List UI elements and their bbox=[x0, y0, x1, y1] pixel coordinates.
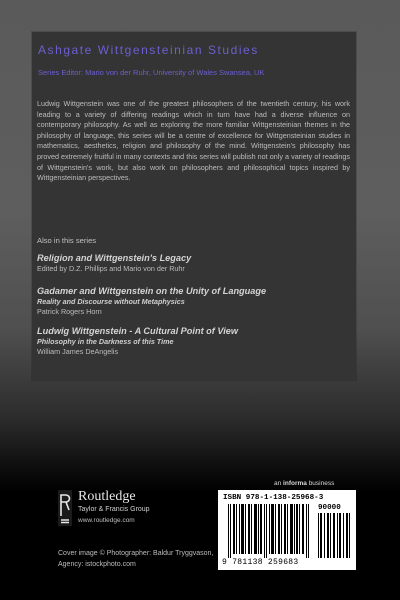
also-in-series-heading: Also in this series bbox=[37, 236, 97, 245]
publisher-group: Taylor & Francis Group bbox=[78, 506, 150, 513]
addon-barcode-bars bbox=[318, 513, 352, 558]
book-title: Religion and Wittgenstein's Legacy bbox=[37, 253, 192, 263]
book-authors: Edited by D.Z. Phillips and Mario von der Ruhr bbox=[37, 264, 185, 273]
informa-business-tag bbox=[274, 480, 334, 487]
series-description: Ludwig Wittgenstein was one of the greatest philosophers of the twentieth century, his work leading to a variety of differing readings which in turn have had a diverse influence on contemporary philosophy. As well as exploring the more familiar Wittgensteinian themes in the philosophy of language, this series will be a centre of excellence for Wittgensteinian studies in mathematics, aesthetics, religion and philosophy of the mind. Wittgenstein's philosophy has proved extremely fruitful in many contexts and this series will publish not only a variety of readings of Wittgenstein's work, but also work on philosophers and philosophical topics inspired by Wittgensteinian perspectives. bbox=[37, 99, 350, 183]
book-title: Gadamer and Wittgenstein on the Unity of Language bbox=[37, 286, 267, 296]
isbn-number: ISBN 978-1-138-25968-3 bbox=[223, 494, 324, 502]
book-entry bbox=[37, 325, 355, 357]
cover-credit-line: Agency: istockphoto.com bbox=[58, 561, 136, 568]
routledge-r-icon bbox=[58, 490, 72, 526]
series-editor: Series Editor: Mario von der Ruhr, University of Wales Swansea, UK bbox=[38, 68, 265, 77]
price-code: 90000 bbox=[318, 504, 341, 512]
book-title: Ludwig Wittgenstein - A Cultural Point of View bbox=[37, 326, 239, 336]
book-entry bbox=[37, 252, 355, 274]
book-subtitle: Philosophy in the Darkness of this Time bbox=[37, 337, 174, 346]
informa-suffix: business bbox=[306, 480, 335, 487]
book-entry bbox=[37, 285, 355, 317]
book-authors: William James DeAngelis bbox=[37, 347, 119, 356]
isbn-barcode bbox=[218, 490, 356, 570]
informa-prefix: an bbox=[274, 480, 284, 487]
barcode-digits: 9 781138 259683 bbox=[222, 558, 299, 567]
series-title: Ashgate Wittgensteinian Studies bbox=[38, 43, 259, 57]
informa-brand: informa bbox=[283, 480, 307, 487]
publisher-url: www.routledge.com bbox=[78, 517, 135, 524]
ean-barcode-bars bbox=[224, 504, 314, 558]
cover-credit bbox=[58, 548, 213, 570]
book-subtitle: Reality and Discourse without Metaphysics bbox=[37, 297, 185, 306]
book-authors: Patrick Rogers Horn bbox=[37, 307, 102, 316]
publisher-name: Routledge bbox=[78, 489, 136, 504]
publisher-logo bbox=[58, 489, 150, 530]
cover-credit-line: Cover image © Photographer: Baldur Tryggvason, bbox=[58, 550, 214, 557]
